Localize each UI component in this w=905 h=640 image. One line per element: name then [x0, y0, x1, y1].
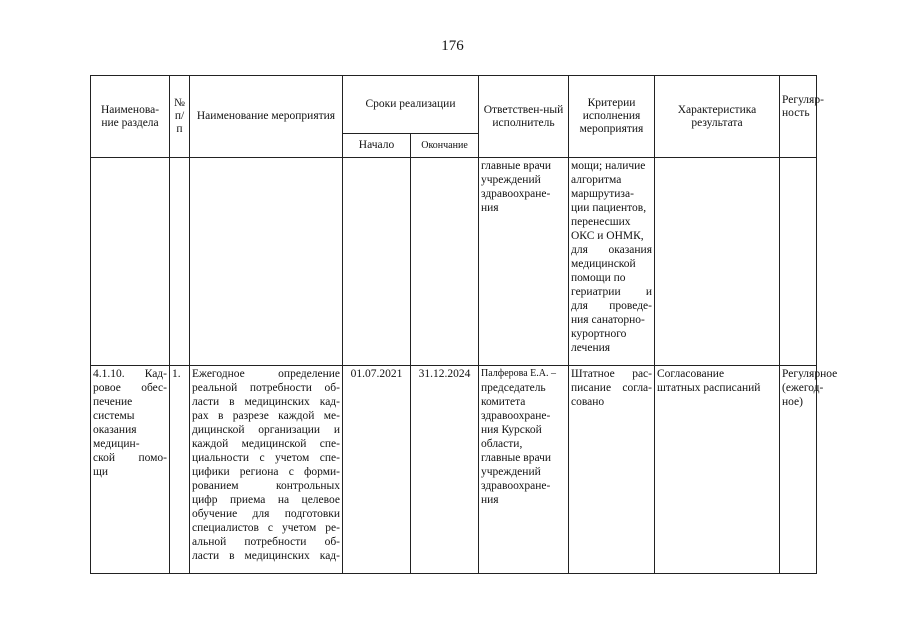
plan-table — [90, 75, 838, 574]
cell-num — [170, 158, 190, 366]
cell-regularity: Регулярное (ежегод- ное) — [780, 366, 817, 574]
cell-regularity — [780, 158, 817, 366]
header-dates: Сроки реализации — [343, 76, 479, 134]
cell-event: Ежегодное определение реальной потребности об- ласти в медицинских кад- рах в разрезе каждой ме- дицинской организации и каждой медицинской спе- циальности с учетом спе- цифики региона с форми- рованием контрольных цифр приема на целевое обучение для подготовки специалистов с учетом ре- альной потребности об- ласти в медицинских кад- — [190, 366, 343, 574]
header-num: № п/п — [170, 76, 190, 158]
header-event: Наименование мероприятия — [190, 76, 343, 158]
cell-section — [91, 158, 170, 366]
cell-result: Согласование штатных расписаний — [655, 366, 780, 574]
header-end: Окончание — [411, 134, 479, 158]
cell-end — [411, 158, 479, 366]
cell-responsible: Палферова Е.А. – председатель комитета здравоохране- ния Курской области, главные врачи учреждений здравоохране- ния — [479, 366, 569, 574]
cell-start — [343, 158, 411, 366]
cell-result — [655, 158, 780, 366]
header-responsible: Ответствен-ный исполнитель — [479, 76, 569, 158]
cell-responsible: главные врачи учреждений здравоохране- ния — [479, 158, 569, 366]
cell-event — [190, 158, 343, 366]
header-row — [91, 76, 817, 134]
table-row — [91, 366, 817, 574]
cell-end: 31.12.2024 — [411, 366, 479, 574]
header-start: Начало — [343, 134, 411, 158]
table-row — [91, 158, 817, 366]
cell-criteria: мощи; наличие алгоритма маршрутиза- ции пациентов, перенесших ОКС и ОНМК, для оказания медицинской помощи по гериатрии и для проведе- ния санаторно- курортного лечения — [569, 158, 655, 366]
cell-start: 01.07.2021 — [343, 366, 411, 574]
header-criteria: Критерии исполнения мероприятия — [569, 76, 655, 158]
cell-criteria: Штатное рас- писание согла- совано — [569, 366, 655, 574]
header-section: Наименова-ние раздела — [91, 76, 170, 158]
header-regularity: Регуляр-ность — [780, 76, 817, 158]
cell-num: 1. — [170, 366, 190, 574]
header-result: Характеристика результата — [655, 76, 780, 158]
cell-section: 4.1.10. Кад- ровое обес- печение системы оказания медицин- ской помо- щи — [91, 366, 170, 574]
page-number: 176 — [441, 38, 464, 54]
